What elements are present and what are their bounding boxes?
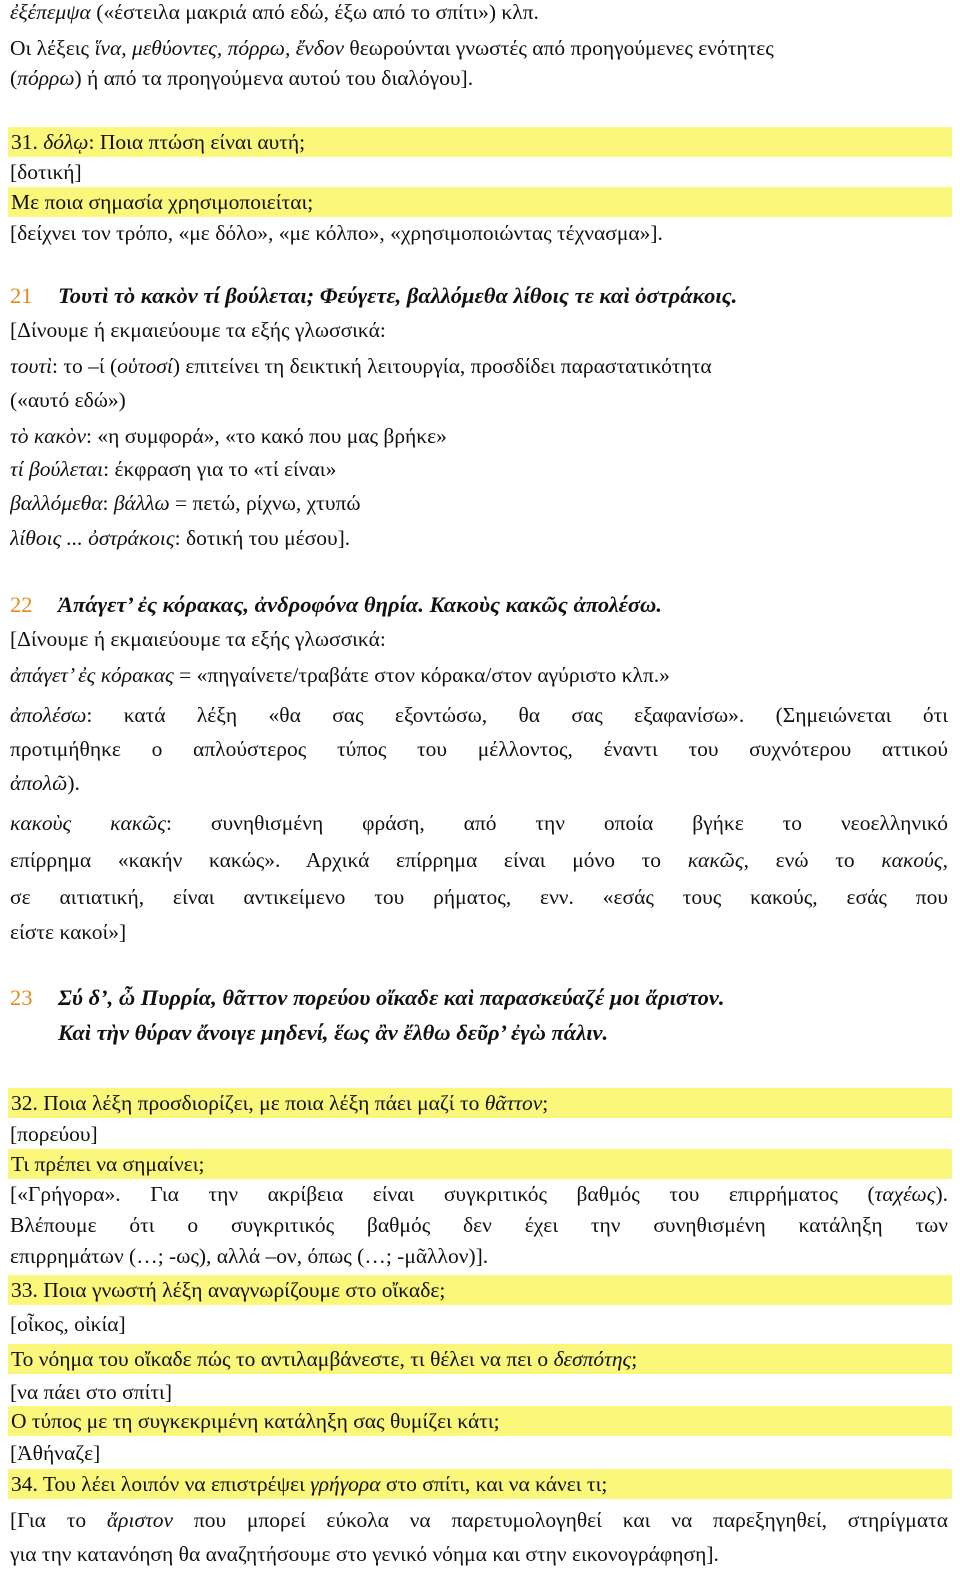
grammar-line: τουτὶ: το –ί (οὑτοσί) επιτείνει τη δεικτική λειτουργία, προσδίδει παραστατικότητα	[10, 354, 712, 378]
grammar-line: σε αιτιατική, είναι αντικείμενο του ρήματος, ενν. «εσάς τους κακούς, εσάς που	[10, 885, 948, 909]
question-32: 32. Ποια λέξη προσδιορίζει, με ποια λέξη πάει μαζί το θᾶττον;	[8, 1088, 952, 1118]
verse-number: 23	[10, 985, 33, 1010]
question-33: 33. Ποια γνωστή λέξη αναγνωρίζουμε στο οἴκαδε;	[8, 1275, 952, 1305]
answer-line: επιρρημάτων (…; -ως), αλλά –ον, όπως (…; -μᾶλλον)].	[10, 1244, 489, 1268]
question-31-meaning: Με ποια σημασία χρησιμοποιείται;	[8, 187, 952, 217]
text-line: Οι λέξεις ἵνα, μεθύοντες, πόρρω, ἔνδον θεωρούνται γνωστές από προηγούμενες ενότητες	[10, 36, 774, 60]
question-31: 31. δόλῳ: Ποια πτώση είναι αυτή;	[8, 127, 952, 157]
answer-line: [Για το ἄριστον που μπορεί εύκολα να παρετυμολογηθεί και να παρεξηγηθεί, στηρίγματα	[10, 1508, 948, 1532]
answer-line: [Ἀθήναζε]	[10, 1441, 101, 1465]
grammar-line: επίρρημα «κακήν κακώς». Αρχικά επίρρημα είναι μόνο το κακῶς, ενώ το κακούς,	[10, 848, 948, 872]
question-32-meaning: Τι πρέπει να σημαίνει;	[8, 1149, 952, 1179]
grammar-intro: [Δίνουμε ή εκμαιεύουμε τα εξής γλωσσικά:	[10, 318, 386, 342]
verse-23: 23 Σύ δ’, ὦ Πυρρία, θᾶττον πορεύου οἴκαδε καὶ παρασκεύαζέ μοι ἄριστον.	[10, 983, 948, 1013]
verse-22: 22 Ἀπάγετ’ ἐς κόρακας, ἀνδροφόνα θηρία. Κακοὺς κακῶς ἀπολέσω.	[10, 590, 948, 620]
grammar-line: τὸ κακὸν: «η συμφορά», «το κακό που μας βρήκε»	[10, 424, 447, 448]
verse-number: 22	[10, 592, 33, 617]
grammar-line: ἀπολῶ).	[10, 771, 80, 795]
answer-line: [να πάει στο σπίτι]	[10, 1380, 172, 1404]
grammar-line: ἀπολέσω: κατά λέξη «θα σας εξοντώσω, θα σας εξαφανίσω». (Σημειώνεται ότι	[10, 703, 948, 727]
grammar-line: λίθοις ... ὀστράκοις: δοτική του μέσου].	[10, 526, 351, 550]
grammar-line: («αυτό εδώ»)	[10, 388, 126, 412]
answer-line: [δοτική]	[10, 160, 82, 184]
grammar-line: κακοὺς κακῶς: συνηθισμένη φράση, από την οποία βγήκε το νεοελληνικό	[10, 811, 948, 835]
grammar-line: ἀπάγετ’ ἐς κόρακας = «πηγαίνετε/τραβάτε στον κόρακα/στον αγύριστο κλπ.»	[10, 663, 670, 687]
verse-number: 21	[10, 283, 33, 308]
text-line: ἐξέπεμψα («έστειλα μακριά από εδώ, έξω από το σπίτι») κλπ.	[10, 0, 539, 24]
verse-21: 21 Τουτὶ τὸ κακὸν τί βούλεται; Φεύγετε, βαλλόμεθα λίθοις τε καὶ ὀστράκοις.	[10, 281, 948, 311]
answer-line: για την κατανόηση θα αναζητήσουμε στο γενικό νόημα και στην εικονογράφηση].	[10, 1542, 719, 1566]
question-33-meaning: Το νόημα του οἴκαδε πώς το αντιλαμβάνεστε, τι θέλει να πει ο δεσπότης;	[8, 1344, 952, 1374]
grammar-line: τί βούλεται: έκφραση για το «τί είναι»	[10, 457, 337, 481]
text-line: (πόρρω) ή από τα προηγούμενα αυτού του διαλόγου].	[10, 66, 474, 90]
grammar-line: βαλλόμεθα: βάλλω = πετώ, ρίχνω, χτυπώ	[10, 491, 361, 515]
answer-line: [πορεύου]	[10, 1122, 98, 1146]
grammar-line: είστε κακοί»]	[10, 920, 127, 944]
answer-line: [δείχνει τον τρόπο, «με δόλο», «με κόλπο», «χρησιμοποιώντας τέχνασμα»].	[10, 221, 663, 245]
answer-line: [«Γρήγορα». Για την ακρίβεια είναι συγκριτικός βαθμός του επιρρήματος (ταχέως).	[10, 1182, 948, 1206]
grammar-intro: [Δίνουμε ή εκμαιεύουμε τα εξής γλωσσικά:	[10, 627, 386, 651]
verse-23-continued: Καὶ τὴν θύραν ἄνοιγε μηδενί, ἕως ἂν ἔλθω δεῦρ’ ἐγὼ πάλιν.	[58, 1020, 609, 1045]
question-34: 34. Του λέει λοιπόν να επιστρέψει γρήγορα στο σπίτι, και να κάνει τι;	[8, 1469, 952, 1499]
question-33-form: Ο τύπος με τη συγκεκριμένη κατάληξη σας θυμίζει κάτι;	[8, 1406, 952, 1436]
answer-line: [οἶκος, οἰκία]	[10, 1312, 126, 1336]
answer-line: Βλέπουμε ότι ο συγκριτικός βαθμός δεν έχει την συνηθισμένη κατάληξη των	[10, 1213, 948, 1237]
grammar-line: προτιμήθηκε ο απλούστερος τύπος του μέλλοντος, έναντι του συχνότερου αττικού	[10, 737, 948, 761]
